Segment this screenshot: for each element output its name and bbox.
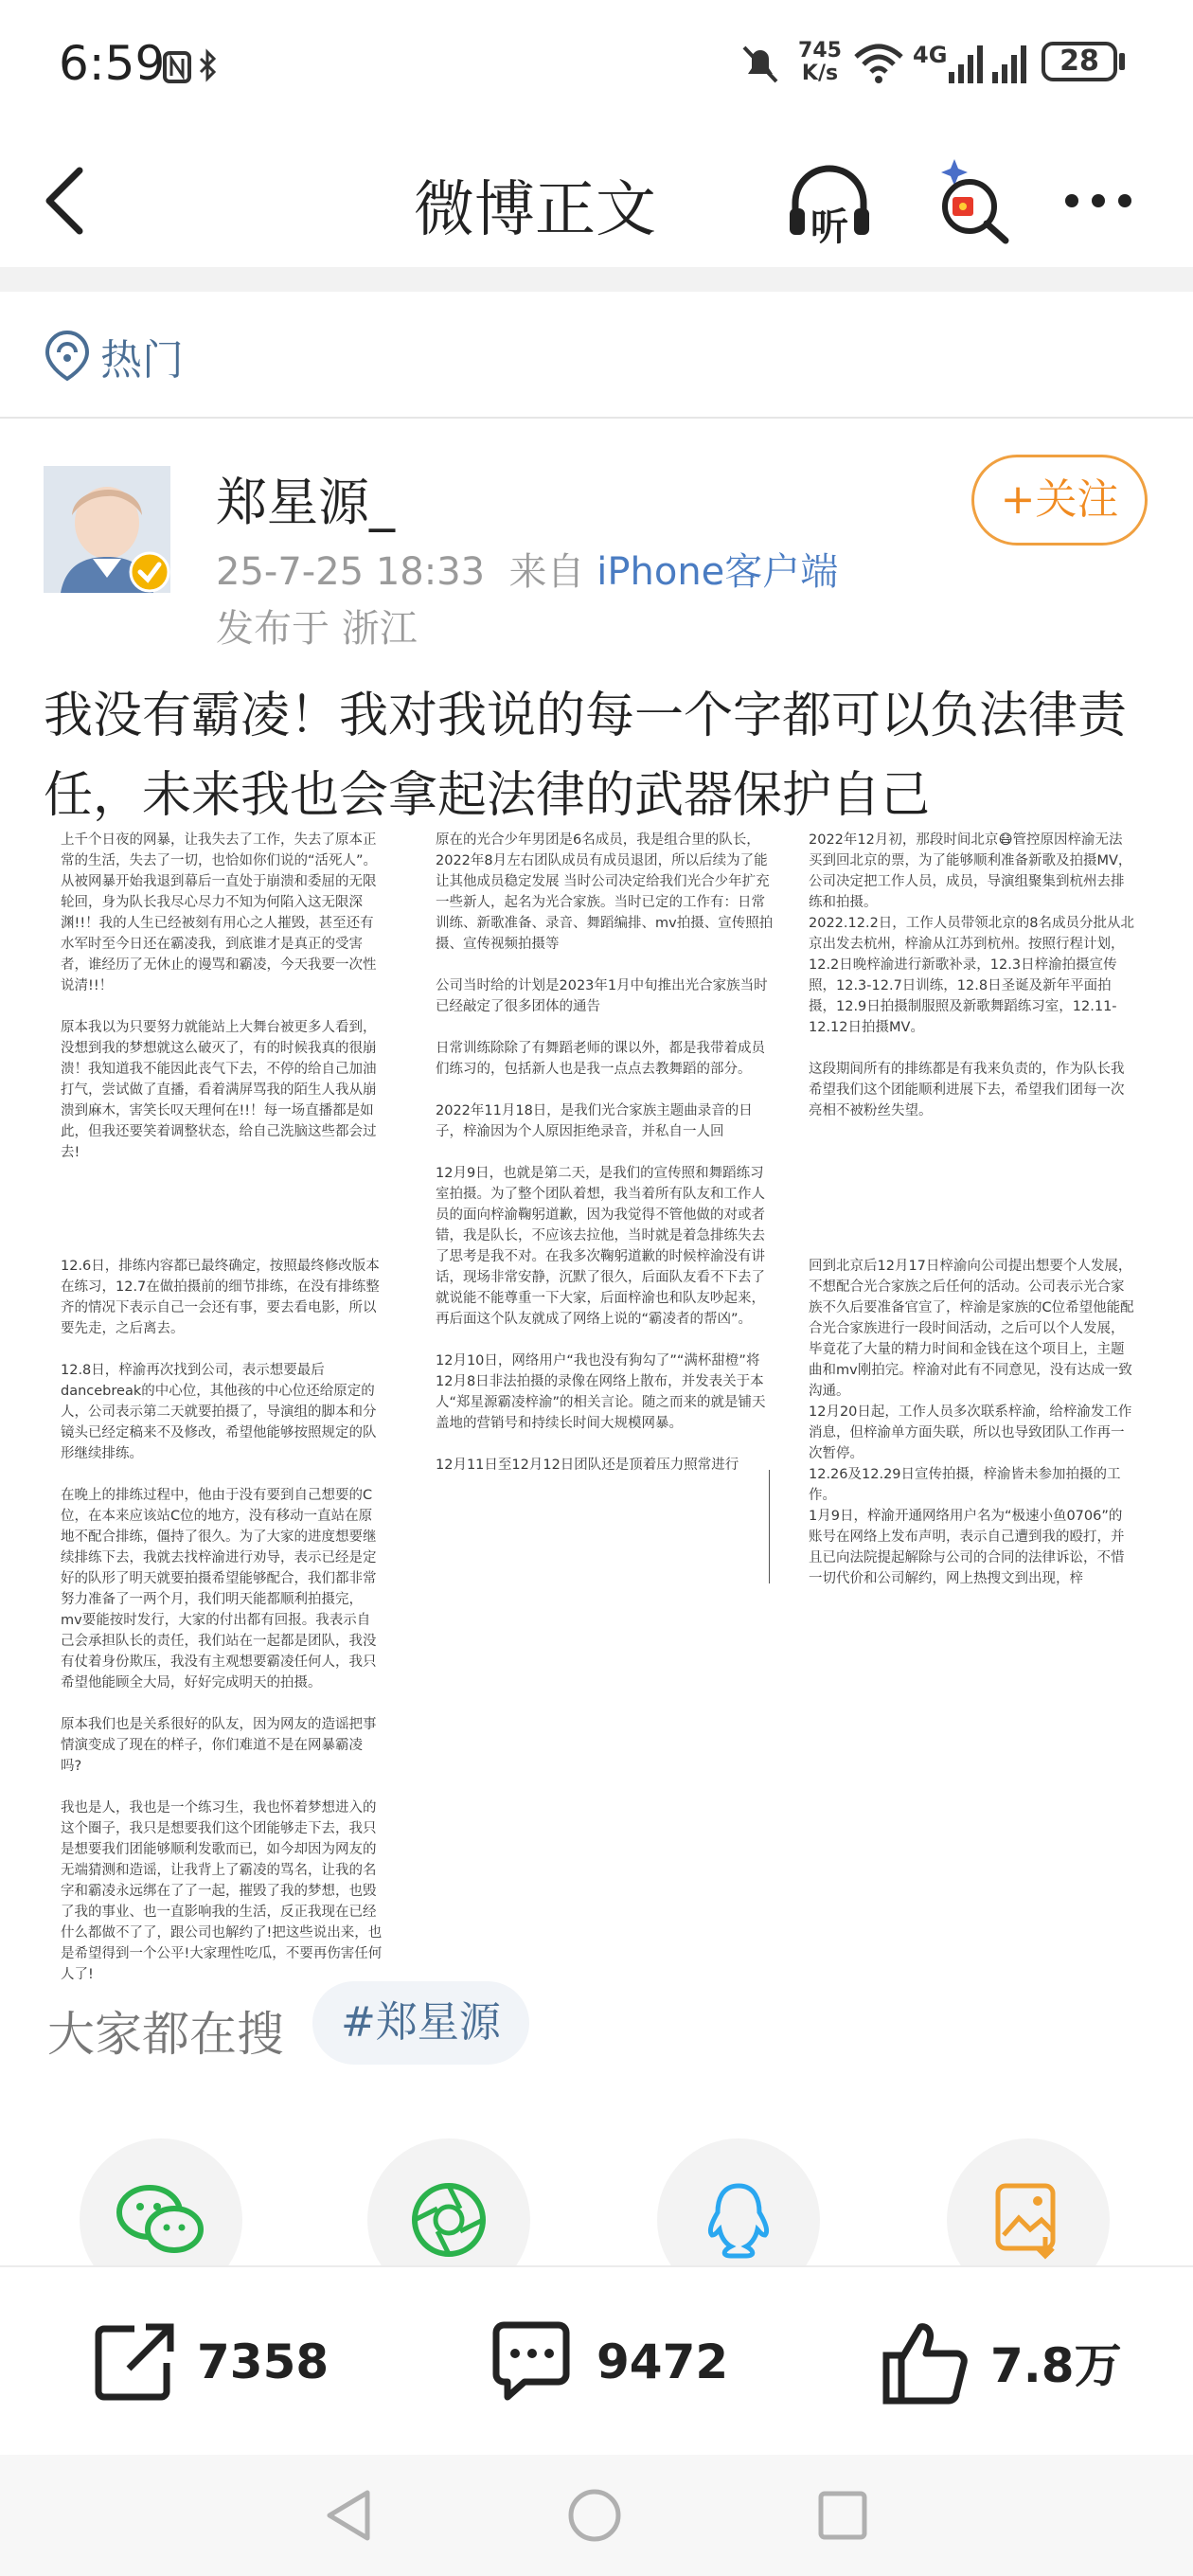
network-speed: 745 K/s bbox=[798, 39, 842, 85]
nfc-bluetooth-icon bbox=[163, 47, 220, 85]
statement-col1-top: 上千个日夜的网暴，让我失去了工作，失去了原本正常的生活，失去了一切，也恰如你们说的“活死人”。从被网暴开始我退到幕后一直处于崩溃和委屈的无限轮回，身为队长我尽心尽力不知为何陷入这无限深渊!!！我的人生已经被刻有用心之人摧毁，甚至还有水军时至今日还在霸凌我，到底谁才是真正的受害者，谁经历了无休止的谩骂和霸凌，今天我要一次性说清!!！ 原本我以为只要努力就能站上大舞台被更多人看到，没想到我的梦想就这么破灭了，有的时候我真的很崩溃！我知道我不能因此丧气下去，不停的给自己加油打气，尝试做了直播，看着满屏骂我的陌生人我从崩溃到麻木，害笑长叹天理何在!!！每一场直播都是如此，但我还要笑着调整状态，给自己洗脑这些都会过去! bbox=[61, 832, 378, 1160]
repost-button[interactable] bbox=[91, 2324, 329, 2400]
divider bbox=[0, 417, 1193, 419]
post-time: 25-7-25 18:33 bbox=[216, 550, 486, 594]
section-divider bbox=[0, 267, 1193, 292]
post-meta bbox=[216, 542, 838, 596]
comment-icon bbox=[487, 2319, 576, 2405]
wechat-icon bbox=[116, 2182, 206, 2258]
repost-icon bbox=[91, 2319, 176, 2405]
save-image-icon bbox=[992, 2180, 1064, 2260]
statement-col1-bottom: 12.6日，排练内容都已最终确定，按照最终修改版本在练习，12.7在做拍摄前的细节排练，在没有排练整齐的情况下表示自己一会还有事，要去看电影，所以要先走，之后离去。 12.8日，梓渝再次找到公司，表示想要最后dancebreak的中心位，其他孩的中心位还给原定的人，公司表示第二天就要拍摄了，导演组的脚本和分镜头已经定稿来不及修改，希望他能够按照规定的队形继续排练。 在晚上的排练过程中，他由于没有要到自己想要的C位，在本来应该站C位的地方，没有移动一直站在原地不配合排练，僵持了很久。为了大家的进度想要继续排练下去，我就去找梓渝进行劝导，表示已经是定好的队形了明天就要拍摄希望能够配合，我们都非常努力准备了一两个月，我们明天能都顺利拍摄完，mv要能按时发行，大家的付出都有回报。我表示自己会承担队长的责任，我们站在一起都是团队，我没有仗着身份欺压，我没有主观想要霸凌任何人，我只希望他能顾全大局，好好完成明天的拍摄。 原本我们也是关系很好的队友，因为网友的造谣把事情演变成了现在的样子，你们难道不是在网暴霸凌吗? 我也是人，我也是一个练习生，我也怀着梦想进入的这个圈子，我只是想要我们这个团能够走下去，我只是想要我们团能够顺利发歌而已，如今却因为网友的无端猜测和造谣，让我背上了霸凌的骂名，让我的名字和霸凌永远绑在了了一起，摧毁了我的梦想，也毁了我的事业、也一直影响我的生活，反正我现在已经什么都做不了了，跟公司也解约了!把这些说出来，也是希望得到一个公平!大家理性吃瓜，不要再伤害任何人了! bbox=[61, 1259, 383, 1982]
statement-image[interactable] bbox=[53, 826, 1142, 1982]
like-button[interactable] bbox=[881, 2324, 1122, 2400]
post-source[interactable]: iPhone客户端 bbox=[596, 550, 839, 594]
mute-icon bbox=[737, 40, 784, 87]
action-bar bbox=[0, 2265, 1193, 2455]
moments-icon bbox=[409, 2180, 489, 2260]
comment-button[interactable] bbox=[487, 2324, 728, 2400]
status-time: 6:59 bbox=[59, 36, 166, 91]
hot-icon bbox=[44, 330, 91, 383]
statement-col3-bottom: 回到北京后12月17日梓渝向公司提出想要个人发展，不想配合光合家族之后任何的活动。公司表示光合家族不久后要准备官宣了，梓渝是家族的C位希望他能配合光合家族进行一段时间活动，之后可以个人发展，毕竟花了大量的精力时间和金钱在这个项目上，主题曲和mv刚拍完。梓渝对此有不同意见，没有达成一致沟通。 12月20日起，工作人员多次联系梓渝，给梓渝发工作消息，但梓渝单方面失联，所以也导致团队工作再一次暂停。 12.26及12.29日宣传拍摄，梓渝皆未参加拍摄的工作。 1月9日，梓渝开通网络用户名为“极速小鱼0706”的账号在网络上发布声明，表示自己遭到我的殴打，并且已向法院提起解除与公司的合同的法律诉讼，不惜一切代价和公司解约，网上热搜文到出现，梓 bbox=[809, 1259, 1134, 1586]
statement-rule bbox=[769, 1470, 770, 1583]
listen-button[interactable]: 听 bbox=[782, 153, 877, 248]
post-location: 发布于 浙江 bbox=[216, 607, 418, 651]
ai-search-icon[interactable] bbox=[926, 155, 1017, 246]
statement-col3-top: 2022年12月初，那段时间北京😷管控原因梓渝无法买到回北京的票，为了能够顺利准备新歌及拍摄MV，公司决定把工作人员，成员，导演组聚集到杭州去排练和拍摄。 2022.12.2日，工作人员带领北京的8名成员分批从北京出发去杭州，梓渝从江苏到杭州。按照行程计划，12.2日晚梓渝进行新歌补录，12.3日梓渝拍摄宣传照，12.3-12.7日训练，12.8日圣诞及新年平面拍摄，12.9日拍摄制服照及新歌舞蹈练习室，12.11-12.12日拍摄MV。 这段期间所有的排练都是有我来负责的，作为队长我希望我们这个团能顺利进展下去，希望我们团每一次亮相不被粉丝失望。 bbox=[809, 832, 1135, 1118]
comment-count: 9472 bbox=[596, 2334, 729, 2389]
author-name[interactable]: 郑星源_ bbox=[216, 473, 395, 532]
source-prefix: 来自 bbox=[508, 550, 585, 594]
follow-button[interactable]: +关注 bbox=[971, 455, 1148, 546]
like-count: 7.8万 bbox=[990, 2338, 1122, 2393]
post-text: 我没有霸凌！我对我说的每一个字都可以负法律责任，未来我也会拿起法律的武器保护自己 bbox=[44, 688, 1128, 824]
more-icon[interactable] bbox=[1060, 182, 1136, 220]
hot-tag[interactable] bbox=[44, 322, 214, 388]
signal-icon-1 bbox=[947, 44, 985, 85]
battery-indicator: 28 bbox=[1042, 42, 1117, 81]
search-label: 大家都在搜 bbox=[47, 2007, 284, 2062]
search-tag[interactable]: #郑星源 bbox=[312, 1981, 529, 2065]
system-nav-bar bbox=[0, 2455, 1193, 2576]
page-title: 微博正文 bbox=[414, 175, 656, 245]
nav-home-icon[interactable] bbox=[566, 2487, 623, 2544]
status-bar bbox=[0, 0, 1193, 133]
verified-badge-icon bbox=[129, 551, 170, 593]
nav-recents-icon[interactable] bbox=[816, 2489, 869, 2542]
hot-label: 热门 bbox=[100, 336, 184, 385]
statement-col2: 原在的光合少年男团是6名成员，我是组合里的队长，2022年8月左右团队成员有成员退团，所以后续为了能让其他成员稳定发展 当时公司决定给我们光合少年扩充一些新人，起名为光合家族。当时已定的工作有：日常训练、新歌准备、录音、舞蹈编排、mv拍摄、宣传照拍摄、宣传视频拍摄等 公司当时给的计划是2023年1月中旬推出光合家族当时已经敲定了很多团体的通告 日常训练除除了有舞蹈老师的课以外，都是我带着成员们练习的，包括新人也是我一点点去教舞蹈的部分。 2022年11月18日，是我们光合家族主题曲录音的日子，梓渝因为个人原因拒绝录音，并私自一人回 12月9日，也就是第二天，是我们的宣传照和舞蹈练习室拍摄。为了整个团队着想，我当着所有队友和工作人员的面向梓渝鞠躬道歉，因为我觉得不管他做的对或者错，我是队长，不应该去拉他，当时就是着急排练失去了思考是我不对。在我多次鞠躬道歉的时候梓渝没有讲话，现场非常安静，沉默了很久，后面队友看不下去了就说能不能尊重一下大家，后面梓渝也和队友吵起来，再后面这个队友就成了网络上说的“霸凌者的帮凶”。 12月10日，网络用户“我也没有狗勾了”“满杯甜橙”将12月8日非法拍摄的录像在网络上散布，并发表关于本人“郑星源霸凌梓渝”的相关言论。随之而来的就是铺天盖地的营销号和持续长时间大规模网暴。 12月11日至12月12日团队还是顶着压力照常进行 bbox=[436, 832, 774, 1473]
nav-back-icon[interactable] bbox=[322, 2487, 375, 2544]
battery-tip bbox=[1119, 53, 1125, 70]
network-type: 4G bbox=[913, 42, 948, 68]
wifi-icon bbox=[852, 40, 905, 87]
nav-bar bbox=[0, 133, 1193, 265]
repost-count: 7358 bbox=[197, 2334, 329, 2389]
signal-icon-2 bbox=[990, 44, 1028, 85]
like-icon bbox=[881, 2317, 970, 2406]
qq-icon bbox=[703, 2180, 775, 2260]
